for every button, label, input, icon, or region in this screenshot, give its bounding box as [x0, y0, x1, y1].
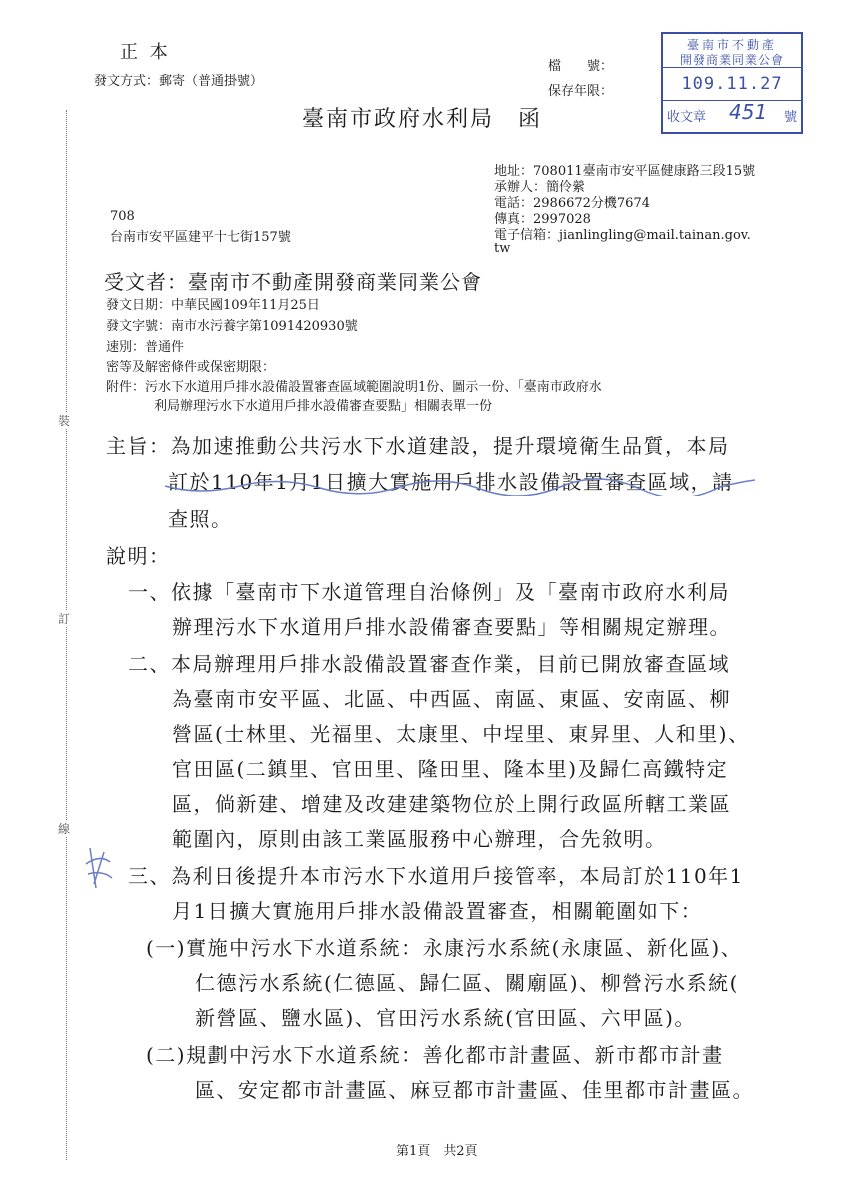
subject-line2: 訂於110年1月1日擴大實施用戶排水設備設置審查區域，請: [168, 470, 734, 494]
contact-email-cont: tw: [494, 241, 511, 256]
stamp-date: 109.11.27: [681, 74, 783, 94]
contact-email: 電子信箱：jianlingling@mail.tainan.gov.: [494, 228, 751, 243]
subitem1-line3: 新營區、鹽水區)、官田污水系統(官田區、六甲區)。: [195, 1006, 696, 1030]
delivery-speed: 速別：普通件: [106, 340, 185, 355]
explanation-label: 說明：: [106, 544, 171, 568]
item2-line6: 範圍內，原則由該工業區服務中心辦理，合先敘明。: [172, 827, 667, 851]
item2-line1: 二、本局辦理用戶排水設備設置審查作業，目前已開放審查區域: [128, 652, 730, 676]
receipt-stamp: [661, 32, 803, 134]
agency-title: 臺南市政府水利局 函: [302, 107, 543, 132]
item2-line5: 區，倘新建、增建及改建建築物位於上開行政區所轄工業區: [172, 792, 731, 816]
recipient: 受文者：臺南市不動產開發商業同業公會: [104, 270, 482, 294]
subject-line3: 查照。: [168, 507, 233, 531]
binding-mark-ding: 訂: [58, 612, 71, 626]
issue-date: 發文日期：中華民國109年11月25日: [106, 298, 320, 313]
item2-line2: 為臺南市安平區、北區、中西區、南區、東區、安南區、柳: [172, 687, 731, 711]
handwritten-mark: [82, 844, 116, 894]
handwritten-underline: [160, 478, 760, 496]
subitem2-line2: 區、安定都市計畫區、麻豆都市計畫區、佳里都市計畫區。: [195, 1078, 754, 1102]
copy-mark: 正 本: [120, 42, 171, 63]
contact-fax: 傳真：2997028: [494, 212, 591, 227]
recipient-street: 台南市安平區建平十七街157號: [110, 230, 291, 245]
retention-label: 保存年限：: [548, 84, 614, 99]
page-number: 第1頁 共2頁: [396, 1144, 478, 1159]
stamp-receipt-suffix: 號: [783, 110, 797, 125]
stamp-org-line1: 臺南市不動產: [686, 38, 777, 52]
attachment-line2: 利局辦理污水下水道用戶排水設備審查要點」相關表單一份: [154, 399, 493, 414]
binding-line: [66, 110, 67, 1160]
subitem1-line1: (一)實施中污水下水道系統：永康污水系統(永康區、新化區)、: [146, 936, 743, 960]
contact-phone: 電話：2986672分機7674: [494, 196, 650, 211]
binding-mark-zhuang: 裝: [58, 414, 71, 428]
stamp-receipt-label: 收文章: [667, 110, 707, 125]
item3-line1: 三、為利日後提升本市污水下水道用戶接管率，本局訂於110年1: [128, 864, 744, 888]
stamp-org-line2: 開發商業同業公會: [679, 53, 784, 67]
secrecy-level: 密等及解密條件或保密期限：: [106, 360, 276, 375]
recipient-postal-code: 708: [110, 209, 135, 224]
item2-line3: 營區(士林里、光福里、太康里、中埕里、東昇里、人和里)、: [172, 722, 750, 746]
file-number-label: 檔 號：: [548, 59, 614, 74]
attachment-line1: 附件：污水下水道用戶排水設備設置審查區域範圍說明1份、圖示一份、「臺南市政府水: [106, 380, 602, 395]
item2-line4: 官田區(二鎮里、官田里、隆田里、隆本里)及歸仁高鐵特定: [172, 757, 729, 781]
subject-line1: 主旨：為加速推動公共污水下水道建設，提升環境衛生品質，本局: [106, 434, 730, 458]
stamp-receipt-number: 451: [729, 100, 768, 124]
item1-line2: 辦理污水下水道用戶排水設備審查要點」等相關規定辦理。: [172, 615, 731, 639]
subitem2-line1: (二)規劃中污水下水道系統：善化都市計畫區、新市都市計畫: [146, 1043, 724, 1067]
document-number: 發文字號：南市水污養字第1091420930號: [106, 319, 358, 334]
item3-line2: 月1日擴大實施用戶排水設備設置審查，相關範圍如下：: [172, 899, 703, 923]
contact-address: 地址：708011臺南市安平區健康路三段15號: [494, 164, 756, 179]
item1-line1: 一、依據「臺南市下水道管理自治條例」及「臺南市政府水利局: [128, 580, 730, 604]
binding-mark-xian: 線: [58, 822, 71, 836]
contact-handler: 承辦人：簡伶縈: [494, 180, 586, 195]
subitem1-line2: 仁德污水系統(仁德區、歸仁區、關廟區)、柳營污水系統(: [195, 971, 739, 995]
send-method: 發文方式：郵寄（普通掛號）: [94, 74, 264, 89]
